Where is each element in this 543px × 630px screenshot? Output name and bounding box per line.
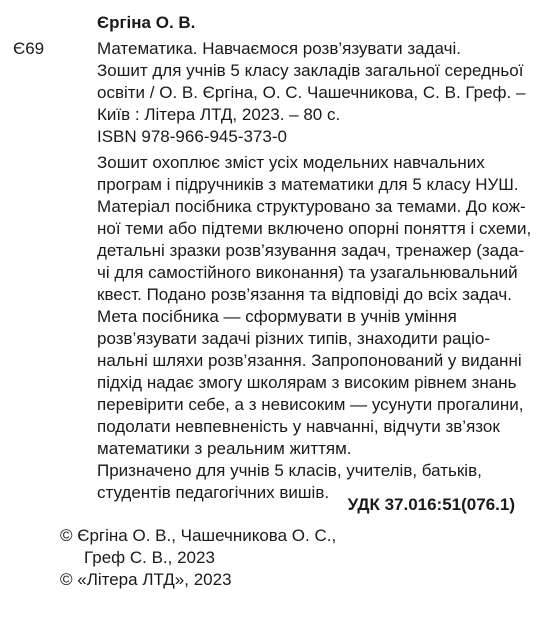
abstract [97, 152, 532, 504]
abstract-line: Матеріал посібника структуровано за темами. До кож- [97, 197, 526, 216]
copyright-line: Греф С. В., 2023 [84, 548, 215, 567]
abstract-line: подолати невпевненість у навчанні, відчути зв’язок [97, 417, 500, 436]
bibliographic-description [97, 38, 526, 126]
author-name: Єргіна О. В. [97, 13, 196, 32]
biblio-line: Київ : Літера ЛТД, 2023. – 80 с. [97, 105, 341, 124]
abstract-line: чі для самостійного виконання) та узагальнювальний [97, 263, 518, 282]
copyright-line: © Єргіна О. В., Чашечникова О. С., [60, 526, 337, 545]
biblio-line: Зошит для учнів 5 класу закладів загальної середньої [97, 61, 524, 80]
isbn: ISBN 978-966-945-373-0 [97, 127, 287, 146]
library-class-code: Є69 [13, 39, 45, 58]
abstract-line: нальні шляхи розв’язання. Запропонований у виданні [97, 351, 522, 370]
abstract-line: підхід надає змогу школярам з високим рівнем знань [97, 373, 517, 392]
copyright-line: © «Літера ЛТД», 2023 [60, 570, 232, 589]
abstract-line: ної теми або підтеми включено опорні поняття і схеми, [97, 219, 532, 238]
abstract-line: Зошит охоплює зміст усіх модельних навчальних [97, 153, 485, 172]
biblio-line: Математика. Навчаємося розв’язувати задачі. [97, 39, 461, 58]
udc-code: УДК 37.016:51(076.1) [347, 495, 515, 514]
biblio-line: освіти / О. В. Єргіна, О. С. Чашечникова, С. В. Греф. – [97, 83, 526, 102]
abstract-line: Призначено для учнів 5 класів, учителів, батьків, [97, 461, 482, 480]
abstract-line: студентів педагогічних вишів. [97, 483, 330, 502]
abstract-line: перевірити себе, а з невисоким — усунути прогалини, [97, 395, 524, 414]
abstract-line: Мета посібника — сформувати в учнів уміння [97, 307, 457, 326]
abstract-line: програм і підручників з математики для 5 класу НУШ. [97, 175, 519, 194]
abstract-line: квест. Подано розв’язання та відповіді до всіх задач. [97, 285, 512, 304]
abstract-line: математики з реальним життям. [97, 439, 352, 458]
abstract-line: розв’язувати задачі різних типів, знаходити раціо- [97, 329, 491, 348]
copyright-block [60, 525, 336, 591]
abstract-line: детальні зразки розв’язування задач, тренажер (зада- [97, 241, 525, 260]
